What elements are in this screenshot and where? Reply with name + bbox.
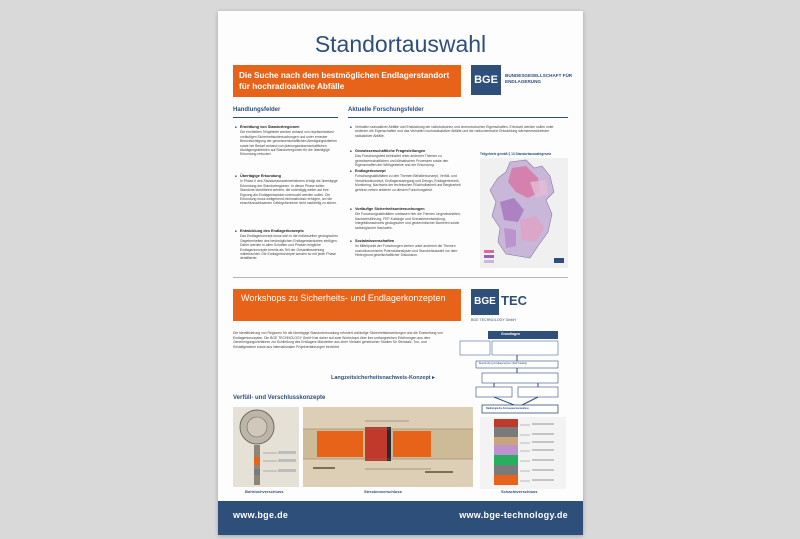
lz-flowchart-image bbox=[458, 329, 568, 417]
left-item-title: ■ Entwicklung des Endlagerkonzepts bbox=[240, 229, 304, 233]
flowchart-title: Grundlagen bbox=[501, 332, 521, 336]
bge-logo: BGE bbox=[471, 65, 501, 95]
bge-tec-logo-suffix: TEC bbox=[501, 293, 527, 308]
left-item-text: Das Endlagerkonzept muss sich in die individuellen geologischen Gegebenheiten des bestmöglichen Endlagerstandortes einfügen. Daher werden in allen Schritten und Phasen mögliche Endlagerkonzepte bereits als Teil der Gesamtbewertung mitbetrachtet. Die Endlagerkonzepte werden so mit jeder Phase detaillierter. bbox=[240, 234, 339, 261]
map-caption: Teilgebiete gemäß § 13 Standortauswahlgesetz bbox=[480, 152, 552, 156]
heading-verschlusskonzepte: Verfüll- und Verschlusskonzepte bbox=[233, 395, 326, 401]
left-item-text: Die ermittelten Teilgebiete werden anhand von repräsentativen vorläufigen Sicherheitsuntersuchungen und unter erneuter Berücksichtigung der geowissenschaftlichen Abwägungskriterien sowie bei Bedarf anhand von planungswissenschaftlichen Abwägungskriterien auf Standortregionen für die übertägige Erkundung reduziert. bbox=[240, 130, 338, 157]
right-item bbox=[355, 149, 467, 168]
footer-link-bge-technology[interactable]: www.bge-technology.de bbox=[459, 510, 568, 520]
left-item-title: ■ Ermittlung von Standortregionen bbox=[240, 125, 300, 129]
workshops-intro: Die Identifizierung von Regionen für die übertägige Standorterkundung erfordert vorläufige Sicherheitsbewertungen und die Erarbeitung von Endlagerkonzepten. Die BGE TECHNOLOGY GmbH hat daher auf zwei Workshops über ihre umfangreichen Erfahrungen aus dem Genehmigungsverfahren zur Schließung des Endlagers Mörsleben aus einer Vielzahl generischer Studien für Steinsalz, Ton- und Kristallgesteine sowie aus internationalen Projekterfahrungen berichtet. bbox=[233, 331, 443, 349]
left-item-text: In Phase II des Standortauswahlverfahrens erfolgt die übertägige Erkundung der Standortregionen. In dieser Phase sollen Standorte identifiziert werden, die untertägig weiter auf ihre Eignung als Endlagerstandort untersucht werden sollen. Die Erkundung muss weitgehend minimalinvasiv erfolgen, um die einschlusswirksamen Gebirgsbereiche nicht nachteilig zu stören. bbox=[240, 179, 338, 206]
caption-strecken: Streckenverschluss bbox=[364, 489, 402, 494]
bge-tec-logo: BGE bbox=[471, 289, 499, 315]
flowchart-result: Radiologische Konsequenzenanalyse bbox=[486, 407, 529, 410]
bohrloch-diagram-image bbox=[233, 407, 299, 487]
right-item-text: Das Forschungsfeld beinhaltet unter anderem Themen zu geowissenschaftlichen und klimatischen Prozessen sowie den Eigenschaften der Wirtsgesteine und der Erkundung. bbox=[355, 154, 449, 168]
left-item-title: ■ Übertägige Erkundung bbox=[240, 174, 281, 178]
caption-bohrloch: Bohrlochverschluss bbox=[245, 489, 284, 494]
langzeitsicherheit-link[interactable]: Langzeitsicherheitsnachweis-Konzept ▸ bbox=[331, 375, 435, 381]
right-item bbox=[355, 207, 467, 230]
right-item-title: ■ Geowissenschaftliche Fragestellungen bbox=[355, 149, 426, 153]
right-item-text: Forschungsaktivitäten zu den Themen Behälterkonzept, Verfüll- und Verschlusskonzept, Endlagerauslegung und Design, Endlagertechnik, Monitoring, Nachweis der technischen Rückholbarkeit und Bergbarkeit gehören neben anderen zu diesem Forschungsfeld. bbox=[355, 174, 461, 192]
caption-schacht: Schachtverschluss bbox=[501, 489, 538, 494]
heading-rule bbox=[348, 117, 568, 118]
left-item bbox=[240, 174, 338, 206]
bge-technology-name: BGE TECHNOLOGY GmbH bbox=[471, 318, 516, 322]
footer-link-bge[interactable]: www.bge.de bbox=[233, 510, 289, 520]
germany-map-image bbox=[480, 158, 568, 268]
heading-handlungsfelder: Handlungsfelder bbox=[233, 107, 281, 113]
banner-endlagerstandort: Die Suche nach dem bestmöglichen Endlagerstandort für hochradioaktive Abfälle bbox=[233, 65, 461, 97]
right-item-text: Die Forschungsaktivitäten umfassen hier die Themen Ungewissheiten, Nachweisführung, FEP-Kataloge und Szenarienentwicklung, Integritätsnachweis geologischer und geotechnischer Barrieren sowie radiologischer Nachweis. bbox=[355, 212, 461, 230]
poster-title: Standortauswahl bbox=[314, 31, 487, 57]
left-item bbox=[240, 125, 338, 157]
right-item bbox=[355, 239, 467, 258]
right-item-top bbox=[355, 125, 567, 138]
strecken-diagram-image bbox=[303, 407, 473, 487]
bge-logo-text: BUNDESGESELLSCHAFT FÜR ENDLAGERUNG bbox=[505, 73, 573, 84]
right-item-title: ■ Vorläufige Sicherheitsuntersuchungen bbox=[355, 207, 425, 211]
left-item bbox=[240, 229, 338, 261]
section-divider bbox=[233, 277, 568, 278]
schacht-diagram-image bbox=[480, 417, 566, 489]
right-item-title: ■ Endlagerkonzept bbox=[355, 169, 386, 173]
right-item-title: ■ Sozialwissenschaften bbox=[355, 239, 395, 243]
right-item-text: Verhalten radioaktiver Abfälle und Entwicklung der radiotoxischen und chemotoxischen Eigenschaften. Erforscht werden sollen unter anderem die Eigenschaften und das Verhalten hochradioaktiver Abfälle und die radiochemische Entwicklung wärmeentwickelnder radioaktiver Abfälle. bbox=[355, 125, 554, 138]
heading-rule bbox=[233, 117, 338, 118]
right-item bbox=[355, 169, 467, 192]
right-item-text: Im Mittelpunkt der Forschungen stehen unter anderem die Themen sozioökonomische Potenzialanalysen und Standortauswahl vor dem Hintergrund gesellschaftlicher Diskussion. bbox=[355, 244, 458, 258]
flowchart-step: Beschreibung Endlagersystem (FEP Katalog) bbox=[479, 362, 528, 365]
poster bbox=[218, 11, 583, 535]
banner-workshops: Workshops zu Sicherheits- und Endlagerkonzepten bbox=[233, 289, 461, 321]
heading-forschungsfelder: Aktuelle Forschungsfelder bbox=[348, 107, 424, 113]
